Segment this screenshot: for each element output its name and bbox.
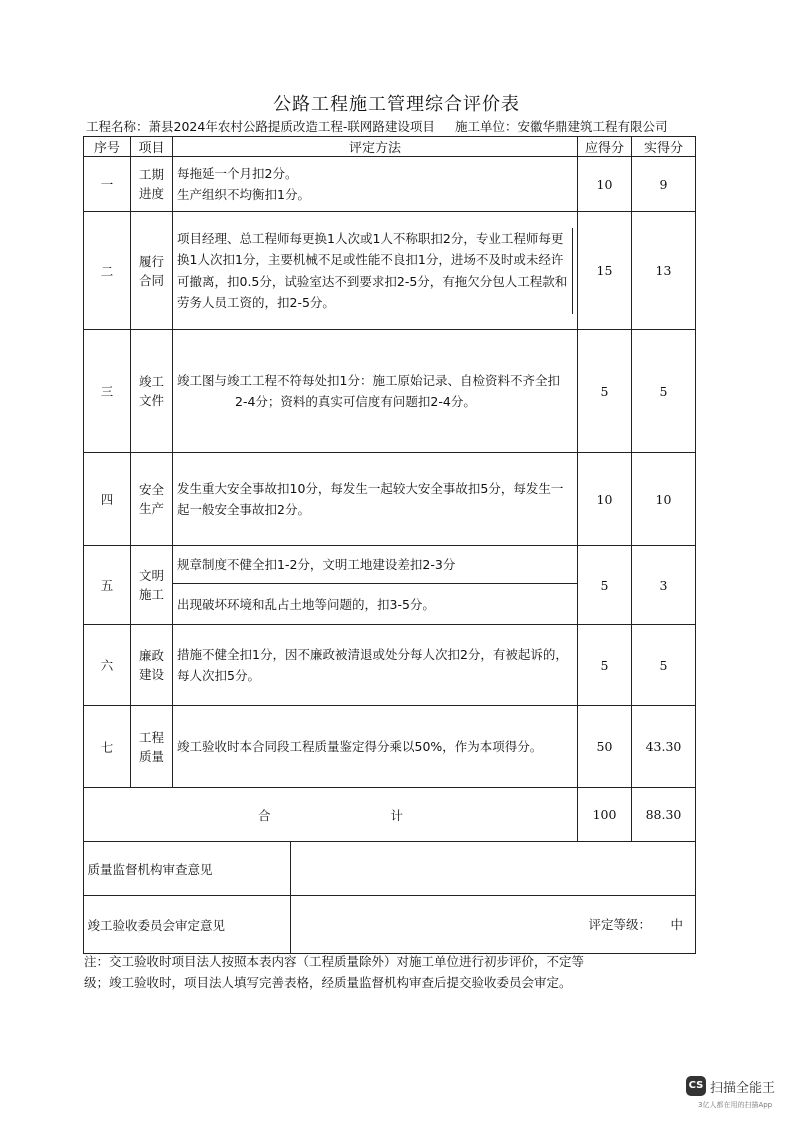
- watermark-subtitle: 3亿人都在用的扫描App: [698, 1101, 773, 1109]
- row-seq: 六: [84, 625, 131, 706]
- row-due: 5: [578, 330, 632, 453]
- row-method: 发生重大安全事故扣10分，每发生一起较大安全事故扣5分，每发生一起一般安全事故扣2分。: [173, 453, 578, 546]
- quality-review-content: [290, 842, 696, 895]
- row-item: 工期 进度: [131, 157, 173, 212]
- header-due: 应得分: [578, 137, 632, 157]
- contractor-name: 安徽华鼎建筑工程有限公司: [517, 119, 668, 134]
- quality-review-cell: [87, 842, 696, 896]
- header-actual: 实得分: [632, 137, 696, 157]
- row-due: 10: [578, 453, 632, 546]
- row-actual: 43.30: [632, 706, 696, 788]
- row-seq: 二: [84, 212, 131, 330]
- row-method: 竣工图与竣工工程不符每处扣1分：施工原始记录、自检资料不齐全扣 2-4分；资料的真实可信度有问题扣2-4分。: [173, 330, 578, 453]
- row-due: 10: [578, 157, 632, 212]
- committee-review-label: 竣工验收委员会审定意见: [87, 917, 226, 933]
- evaluation-table: [83, 136, 696, 954]
- table-row: [84, 546, 696, 584]
- table-row: [84, 157, 696, 212]
- row-method: 规章制度不健全扣1-2分，文明工地建设差扣2-3分: [173, 546, 578, 584]
- row-item: 竣工 文件: [131, 330, 173, 453]
- row-actual: 5: [632, 625, 696, 706]
- row-actual: 5: [632, 330, 696, 453]
- table-row: [84, 625, 696, 706]
- row-due: 50: [578, 706, 632, 788]
- header-seq: 序号: [84, 137, 131, 157]
- grade-label: 评定等级：: [588, 917, 652, 932]
- row-item: 廉政 建设: [131, 625, 173, 706]
- project-label: 工程名称：: [86, 119, 149, 134]
- note-line1: 交工验收时项目法人按照本表内容（工程质量除外）对施工单位进行初步评价，不定等: [109, 954, 585, 969]
- quality-review-row: [84, 842, 696, 896]
- row-due: 5: [578, 625, 632, 706]
- row-due: 5: [578, 546, 632, 625]
- note-prefix: 注：: [84, 954, 110, 969]
- contractor-label: 施工单位：: [455, 119, 518, 134]
- watermark-name: 扫描全能王: [710, 1081, 776, 1096]
- table-row: [84, 330, 696, 453]
- total-actual: 88.30: [632, 788, 696, 842]
- row-item: 工程 质量: [131, 706, 173, 788]
- note-line2: 级；竣工验收时，项目法人填写完善表格，经质量监督机构审查后提交验收委员会审定。: [84, 975, 572, 990]
- row-item: 履行 合同: [131, 212, 173, 330]
- row-actual: 3: [632, 546, 696, 625]
- camscanner-logo-icon: CS: [686, 1076, 706, 1096]
- table-header-row: [84, 137, 696, 157]
- row-seq: 五: [84, 546, 131, 625]
- row-method: 措施不健全扣1分，因不廉政被清退或处分每人次扣2分，有被起诉的，每人次扣5分。: [173, 625, 578, 706]
- row-method: 项目经理、总工程师每更换1人次或1人不称职扣2分，专业工程师每更换1人次扣1分，主要机械不足或性能不良扣1分，进场不及时或未经许可撤离，扣0.5分，试验室达不到要求扣2-5分，有拖欠分包人工程款和劳务人员工资的，扣2-5分。: [173, 228, 573, 314]
- committee-review-content: [290, 896, 696, 953]
- table-row: [84, 706, 696, 788]
- project-name: 萧县2024年农村公路提质改造工程-联网路建设项目: [148, 119, 435, 134]
- page-title: 公路工程施工管理综合评价表: [273, 94, 520, 115]
- committee-review-row: [84, 896, 696, 954]
- total-due: 100: [578, 788, 632, 842]
- row-method-cell: [173, 212, 578, 330]
- header-method: 评定方法: [173, 137, 578, 157]
- row-due: 15: [578, 212, 632, 330]
- committee-review-cell: [87, 896, 696, 954]
- row-method: 竣工验收时本合同段工程质量鉴定得分乘以50%，作为本项得分。: [173, 706, 578, 788]
- total-row: [84, 788, 696, 842]
- row-seq: 一: [84, 157, 131, 212]
- grade-value: 中: [670, 917, 684, 932]
- row-seq: 三: [84, 330, 131, 453]
- table-row: [84, 453, 696, 546]
- quality-review-label: 质量监督机构审查意见: [87, 861, 213, 877]
- project-info: [86, 117, 435, 135]
- table-row: [84, 212, 696, 330]
- total-label: 合 计: [84, 788, 578, 842]
- header-item: 项目: [131, 137, 173, 157]
- row-seq: 四: [84, 453, 131, 546]
- row-actual: 10: [632, 453, 696, 546]
- row-actual: 9: [632, 157, 696, 212]
- row-method: 出现破坏环境和乱占土地等问题的，扣3-5分。: [173, 584, 578, 625]
- footnote: [84, 951, 694, 993]
- row-seq: 七: [84, 706, 131, 788]
- row-item: 文明 施工: [131, 546, 173, 625]
- row-method: 每拖延一个月扣2分。 生产组织不均衡扣1分。: [173, 157, 578, 212]
- contractor-info: [455, 117, 668, 135]
- row-item: 安全 生产: [131, 453, 173, 546]
- row-actual: 13: [632, 212, 696, 330]
